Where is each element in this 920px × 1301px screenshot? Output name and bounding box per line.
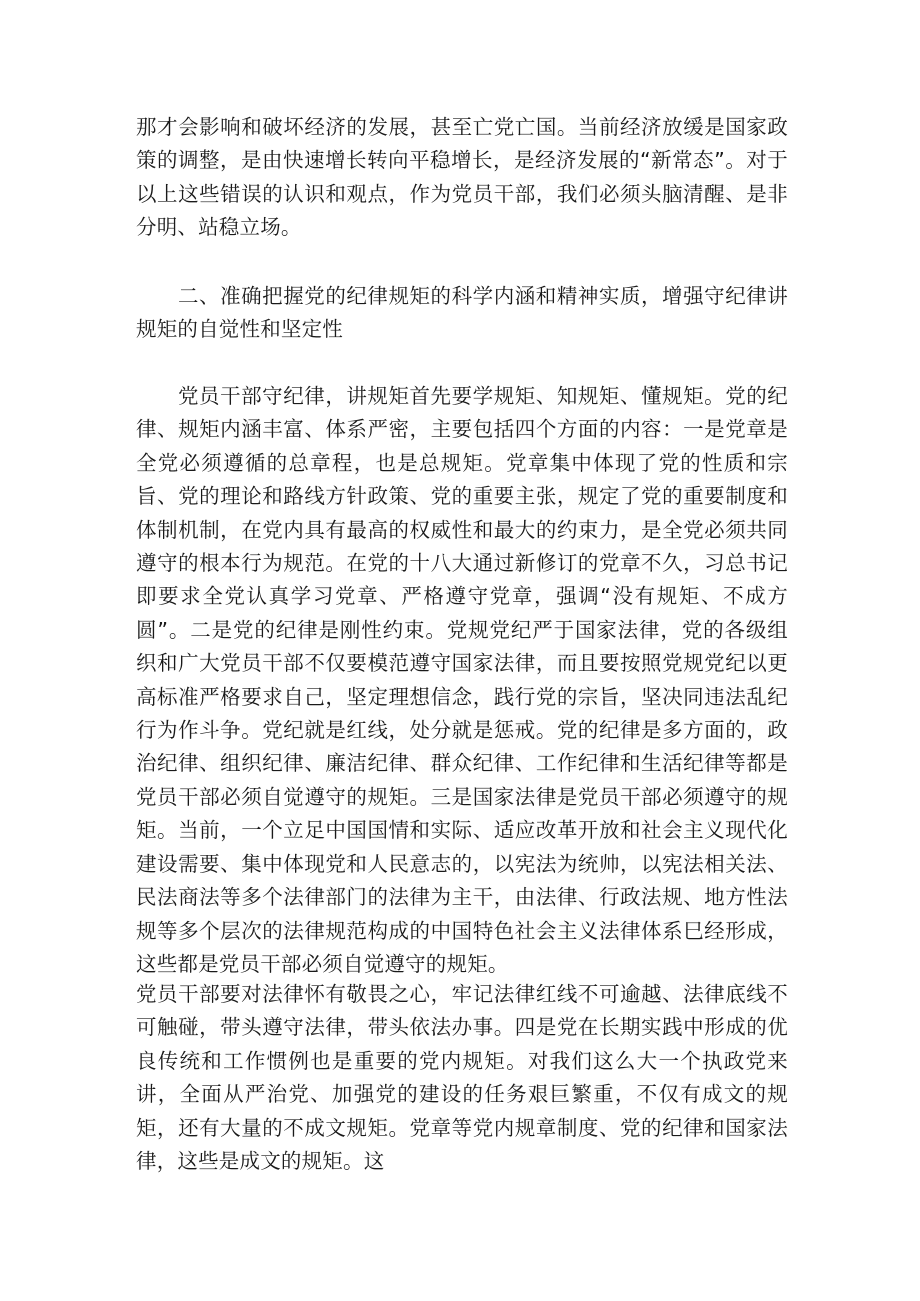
paragraph-continuation: 那才会影响和破坏经济的发展，甚至亡党亡国。当前经济放缓是国家政策的调整，是由快速增长转向平稳增长，是经济发展的“新常态”。对于以上这些错误的认识和观点，作为党员干部，我们必须头脑清醒、是非分明、站稳立场。 [136,115,788,240]
section-heading: 二、准确把握党的纪律规矩的科学内涵和精神实质，增强守纪律讲规矩的自觉性和坚定性 [136,284,788,342]
paragraph-body: 党员干部守纪律，讲规矩首先要学规矩、知规矩、懂规矩。党的纪律、规矩内涵丰富、体系严密，主要包括四个方面的内容：一是党章是全党必须遵循的总章程，也是总规矩。党章集中体现了党的性质和宗旨、党的理论和路线方针政策、党的重要主张，规定了党的重要制度和体制机制，在党内具有最高的权威性和最大的约束力，是全党必须共同遵守的根本行为规范。在党的十八大通过新修订的党章不久，习总书记即要求全党认真学习党章、严格遵守党章，强调“没有规矩、不成方圆”。二是党的纪律是刚性约束。党规党纪严于国家法律，党的各级组织和广大党员干部不仅要模范遵守国家法律，而且要按照党规党纪以更高标准严格要求自己，坚定理想信念，践行党的宗旨，坚决同违法乱纪行为作斗争。党纪就是红线，处分就是惩戒。党的纪律是多方面的，政治纪律、组织纪律、廉洁纪律、群众纪律、工作纪律和生活纪律等都是党员干部必须自觉遵守的规矩。三是国家法律是党员干部必须遵守的规矩。当前，一个立足中国国情和实际、适应改革开放和社会主义现代化建设需要、集中体现党和人民意志的，以宪法为统帅，以宪法相关法、民法商法等多个法律部门的法律为主干，由法律、行政法规、地方性法规等多个层次的法律规范构成的中国特色社会主义法律体系巳经形成，这些都是党员干部必须自觉遵守的规矩。 [136,384,788,976]
paragraph-body: 党员干部要对法律怀有敬畏之心，牢记法律红线不可逾越、法律底线不可触碰，带头遵守法律，带头依法办事。四是党在长期实践中形成的优良传统和工作惯例也是重要的党内规矩。对我们这么大一个执政党来讲，全面从严治党、加强党的建设的任务艰巨繁重，不仅有成文的规矩，还有大量的不成文规矩。党章等党内规章制度、党的纪律和国家法律，这些是成文的规矩。这 [136,982,788,1174]
